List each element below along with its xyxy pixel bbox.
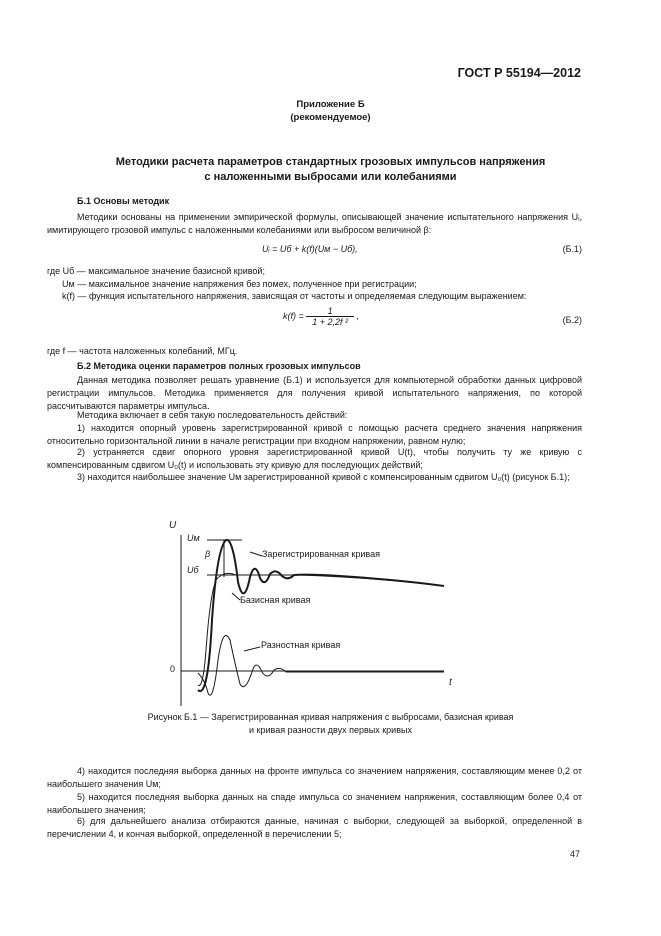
base-curve-label: Базисная кривая bbox=[240, 595, 311, 605]
section-b1-paragraph: Методики основаны на применении эмпирической формулы, описывающей значение испытательного напряжения Uᵢ, имитирующего грозовой импульс с наложенными колебаниями или выбросом величиной β: bbox=[47, 212, 582, 235]
step-3: 3) находится наибольшее значение Uм зарегистрированной кривой с компенсированным сдвигом U₀(t) (рисунок Б.1); bbox=[77, 472, 570, 482]
step-4: 4) находится последняя выборка данных на фронте импульса со значением напряжения, составляющим менее 0,2 от наибольшего значения Uм; bbox=[47, 766, 582, 789]
figure-caption bbox=[0, 711, 661, 737]
title-line-2: с наложенными выбросами или колебаниями bbox=[204, 171, 457, 183]
difference-curve-leader bbox=[244, 647, 260, 651]
difference-curve-label: Разностная кривая bbox=[261, 640, 341, 650]
where-line-1: где Uб — максимальное значение базисной кривой; bbox=[47, 266, 265, 276]
base-curve bbox=[198, 573, 444, 685]
formula-b2-denominator: 1 + 2,2f ² bbox=[312, 317, 349, 327]
formula-b2-lhs: k(f) = bbox=[283, 310, 304, 321]
standard-number: ГОСТ Р 55194—2012 bbox=[457, 66, 581, 80]
caption-line-2: и кривая разности двух первых кривых bbox=[249, 725, 412, 735]
registered-curve-label: Зарегистрированная кривая bbox=[262, 549, 380, 559]
caption-line-1: Рисунок Б.1 — Зарегистрированная кривая напряжения с выбросами, базисная кривая bbox=[147, 712, 514, 722]
y-axis-label: U bbox=[169, 520, 177, 531]
equation-number-b1: (Б.1) bbox=[562, 244, 582, 254]
registered-curve bbox=[198, 540, 444, 691]
section-b2-paragraph-1: Данная методика позволяет решать уравнение (Б.1) и используется для компьютерной обработки данных цифровой регистрации импульсов. Методика применяется для получения кривой испытательного напряжения, по которой рассчитываются параметры импульса. bbox=[47, 375, 582, 411]
registered-curve-leader bbox=[250, 552, 262, 556]
ub-label: Uб bbox=[187, 565, 199, 575]
section-b2-heading: Б.2 Методика оценки параметров полных грозовых импульсов bbox=[77, 361, 361, 371]
step-5: 5) находится последняя выборка данных на спаде импульса со значением напряжения, составляющим более 0,4 от наибольшего значения; bbox=[47, 792, 582, 815]
appendix-status: (рекомендуемое) bbox=[290, 112, 371, 123]
base-curve-leader bbox=[232, 593, 240, 600]
formula-b1: Uᵢ = Uб + k(f)(Uм − Uб), bbox=[262, 244, 358, 254]
formula-b2-numerator: 1 bbox=[306, 306, 354, 317]
section-b1-heading: Б.1 Основы методик bbox=[77, 196, 170, 206]
x-axis-label: t bbox=[449, 677, 452, 688]
where-line-3: k(f) — функция испытательного напряжения, зависящая от частоты и определяемая следующим выражением: bbox=[62, 291, 527, 301]
beta-label: β bbox=[205, 549, 211, 559]
equation-number-b2: (Б.2) bbox=[562, 315, 582, 325]
step-1: 1) находится опорный уровень зарегистрированной кривой с помощью расчета среднего значения напряжения относительно горизонтальной линии в начале регистрации при входном напряжении, равном нулю; bbox=[47, 423, 582, 446]
title-line-1: Методики расчета параметров стандартных грозовых импульсов напряжения bbox=[115, 156, 546, 168]
page-number: 47 bbox=[569, 849, 580, 859]
section-b2-paragraph-2: Методика включает в себя такую последовательность действий: bbox=[77, 410, 348, 420]
step-6: 6) для дальнейшего анализа отбираются данные, начиная с выборки, следующей за выборкой, определенной в перечислении 4, и кончая выборкой, определенной в перечислении 5; bbox=[47, 816, 582, 839]
formula-b2-tail: , bbox=[356, 310, 360, 321]
appendix-label: Приложение Б bbox=[296, 99, 365, 110]
step-2: 2) устраняется сдвиг опорного уровня зарегистрированной кривой U(t), чтобы получить ту же кривую с компенсированным сдвигом U₀(t) и использовать эту кривую для последующих действий; bbox=[47, 447, 582, 470]
where-line-4: где f — частота наложенных колебаний, МГц. bbox=[47, 346, 238, 356]
zero-label: 0 bbox=[170, 664, 176, 674]
where-line-2: Uм — максимальное значение напряжения без помех, полученное при регистрации; bbox=[62, 279, 417, 289]
um-label: Uм bbox=[187, 533, 200, 543]
